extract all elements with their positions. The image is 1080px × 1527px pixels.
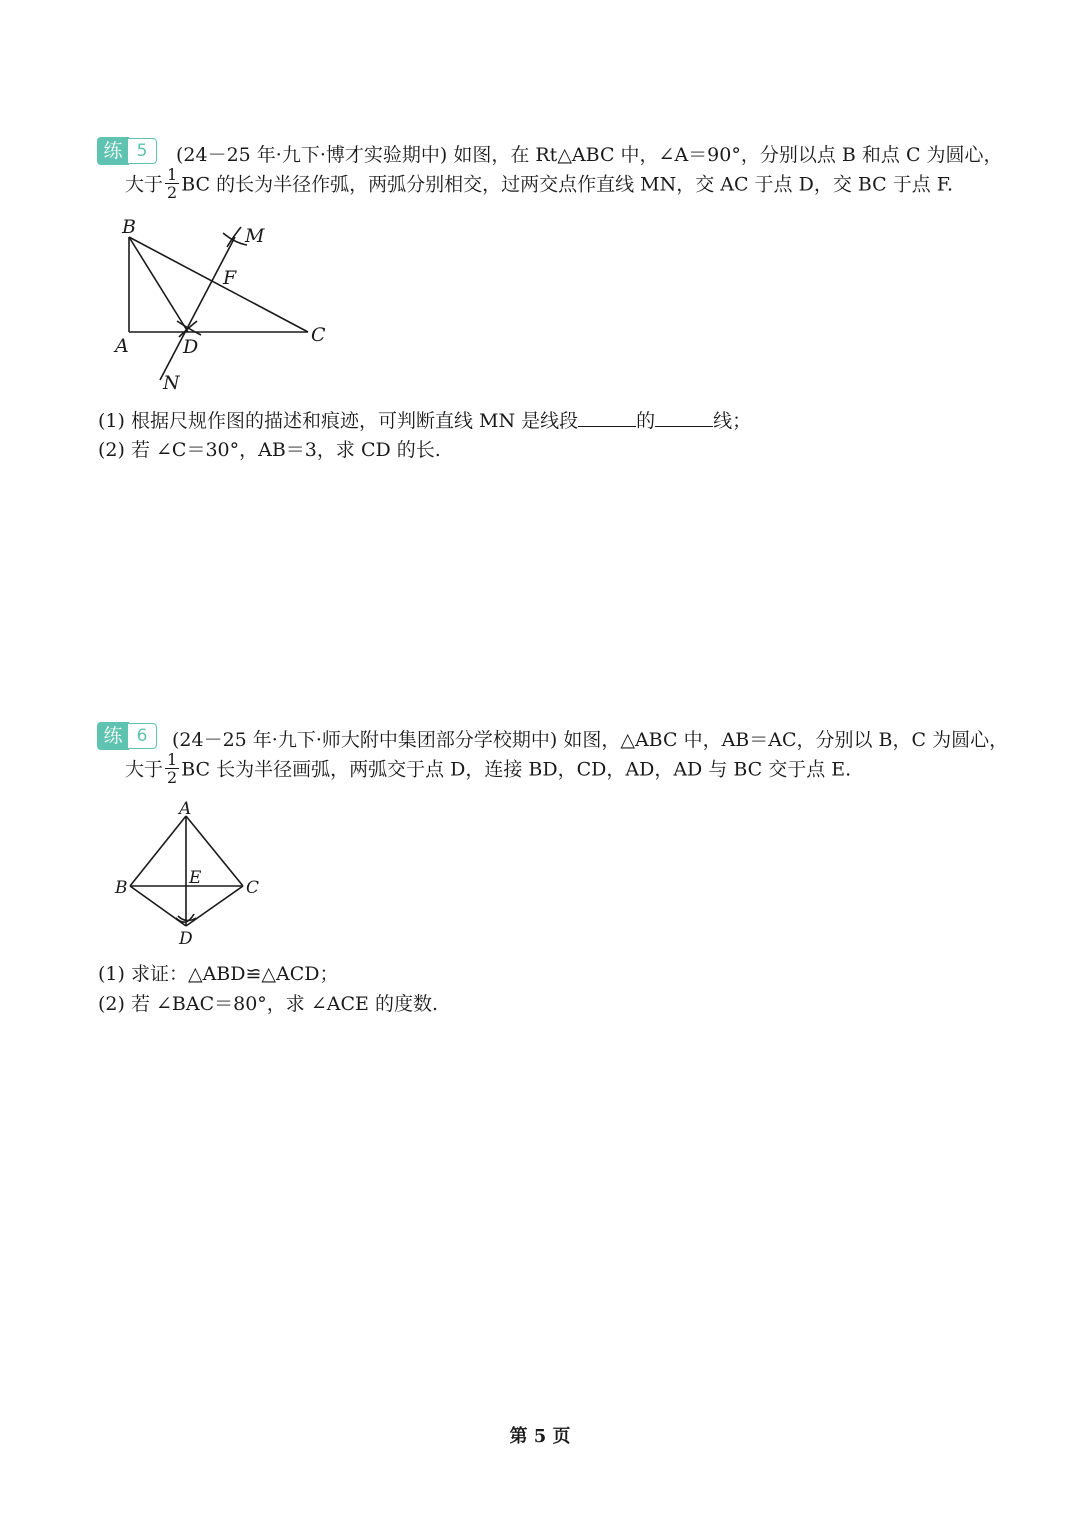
problem-5-question-2: (2) 若 ∠C＝30°，AB＝3，求 CD 的长.: [98, 439, 441, 461]
label-a: A: [179, 799, 192, 819]
problem-6-figure: [110, 798, 290, 948]
exercise-badge-5: [97, 137, 159, 165]
fraction-numerator: 1: [167, 165, 178, 184]
q1-text-mid: 的: [636, 410, 656, 432]
arc-mark-d: [178, 916, 196, 921]
answer-blank-1[interactable]: [578, 410, 636, 427]
label-m: M: [245, 225, 265, 247]
problem-6-question-1: (1) 求证：△ABD≌△ACD；: [98, 963, 339, 985]
label-c: C: [246, 878, 260, 898]
segment-bd: [129, 237, 188, 332]
label-d: D: [183, 336, 199, 358]
fraction-denominator: 2: [167, 183, 178, 202]
label-a: A: [115, 335, 129, 357]
problem-6-question-2: (2) 若 ∠BAC＝80°，求 ∠ACE 的度数.: [98, 993, 438, 1015]
problem-5-question-1: [98, 406, 751, 433]
page-number: 第 5 页: [509, 1426, 571, 1447]
half-fraction: [165, 166, 179, 201]
exercise-badge-label: 练: [97, 137, 129, 165]
exercise-badge-6: [97, 722, 159, 750]
label-d: D: [179, 929, 193, 948]
line-2-text: BC 长为半径画弧，两弧交于点 D，连接 BD，CD，AD，AD 与 BC 交于点 E.: [181, 758, 852, 781]
fraction-denominator: 2: [167, 768, 178, 787]
line-2-prefix: 大于: [125, 173, 164, 196]
line-mn: [160, 237, 235, 380]
exercise-badge-number: 6: [127, 723, 157, 749]
segment-cd: [186, 886, 243, 926]
problem-5-figure: [105, 215, 365, 395]
label-n: N: [163, 372, 180, 394]
line-2-text: BC 的长为半径作弧，两弧分别相交，过两交点作直线 MN，交 AC 于点 D，交 BC 于点 F.: [181, 173, 954, 196]
q1-text-pre: (1) 根据尺规作图的描述和痕迹，可判断直线 MN 是线段: [98, 410, 579, 432]
problem-6-line-2: [125, 750, 852, 788]
q1-text-post: 线；: [713, 410, 752, 432]
label-e: E: [189, 868, 202, 888]
answer-blank-2[interactable]: [655, 410, 713, 427]
label-b: B: [115, 878, 128, 898]
problem-5-line-2: [125, 165, 954, 203]
label-f: F: [223, 267, 237, 289]
half-fraction: [165, 751, 179, 786]
segment-bc: [129, 237, 308, 332]
exercise-badge-label: 练: [97, 722, 129, 750]
problem-5-line-1: (24－25 年·九下·博才实验期中) 如图，在 Rt△ABC 中，∠A＝90°，分别以点 B 和点 C 为圆心，: [176, 144, 1003, 166]
problem-6-line-1: (24－25 年·九下·师大附中集团部分学校期中) 如图，△ABC 中，AB＝AC，分别以 B，C 为圆心，: [172, 729, 1009, 751]
line-2-prefix: 大于: [125, 758, 164, 781]
label-b: B: [122, 216, 136, 238]
segment-ab: [130, 816, 186, 886]
exercise-badge-number: 5: [127, 138, 157, 164]
label-c: C: [311, 324, 326, 346]
fraction-numerator: 1: [167, 750, 178, 769]
